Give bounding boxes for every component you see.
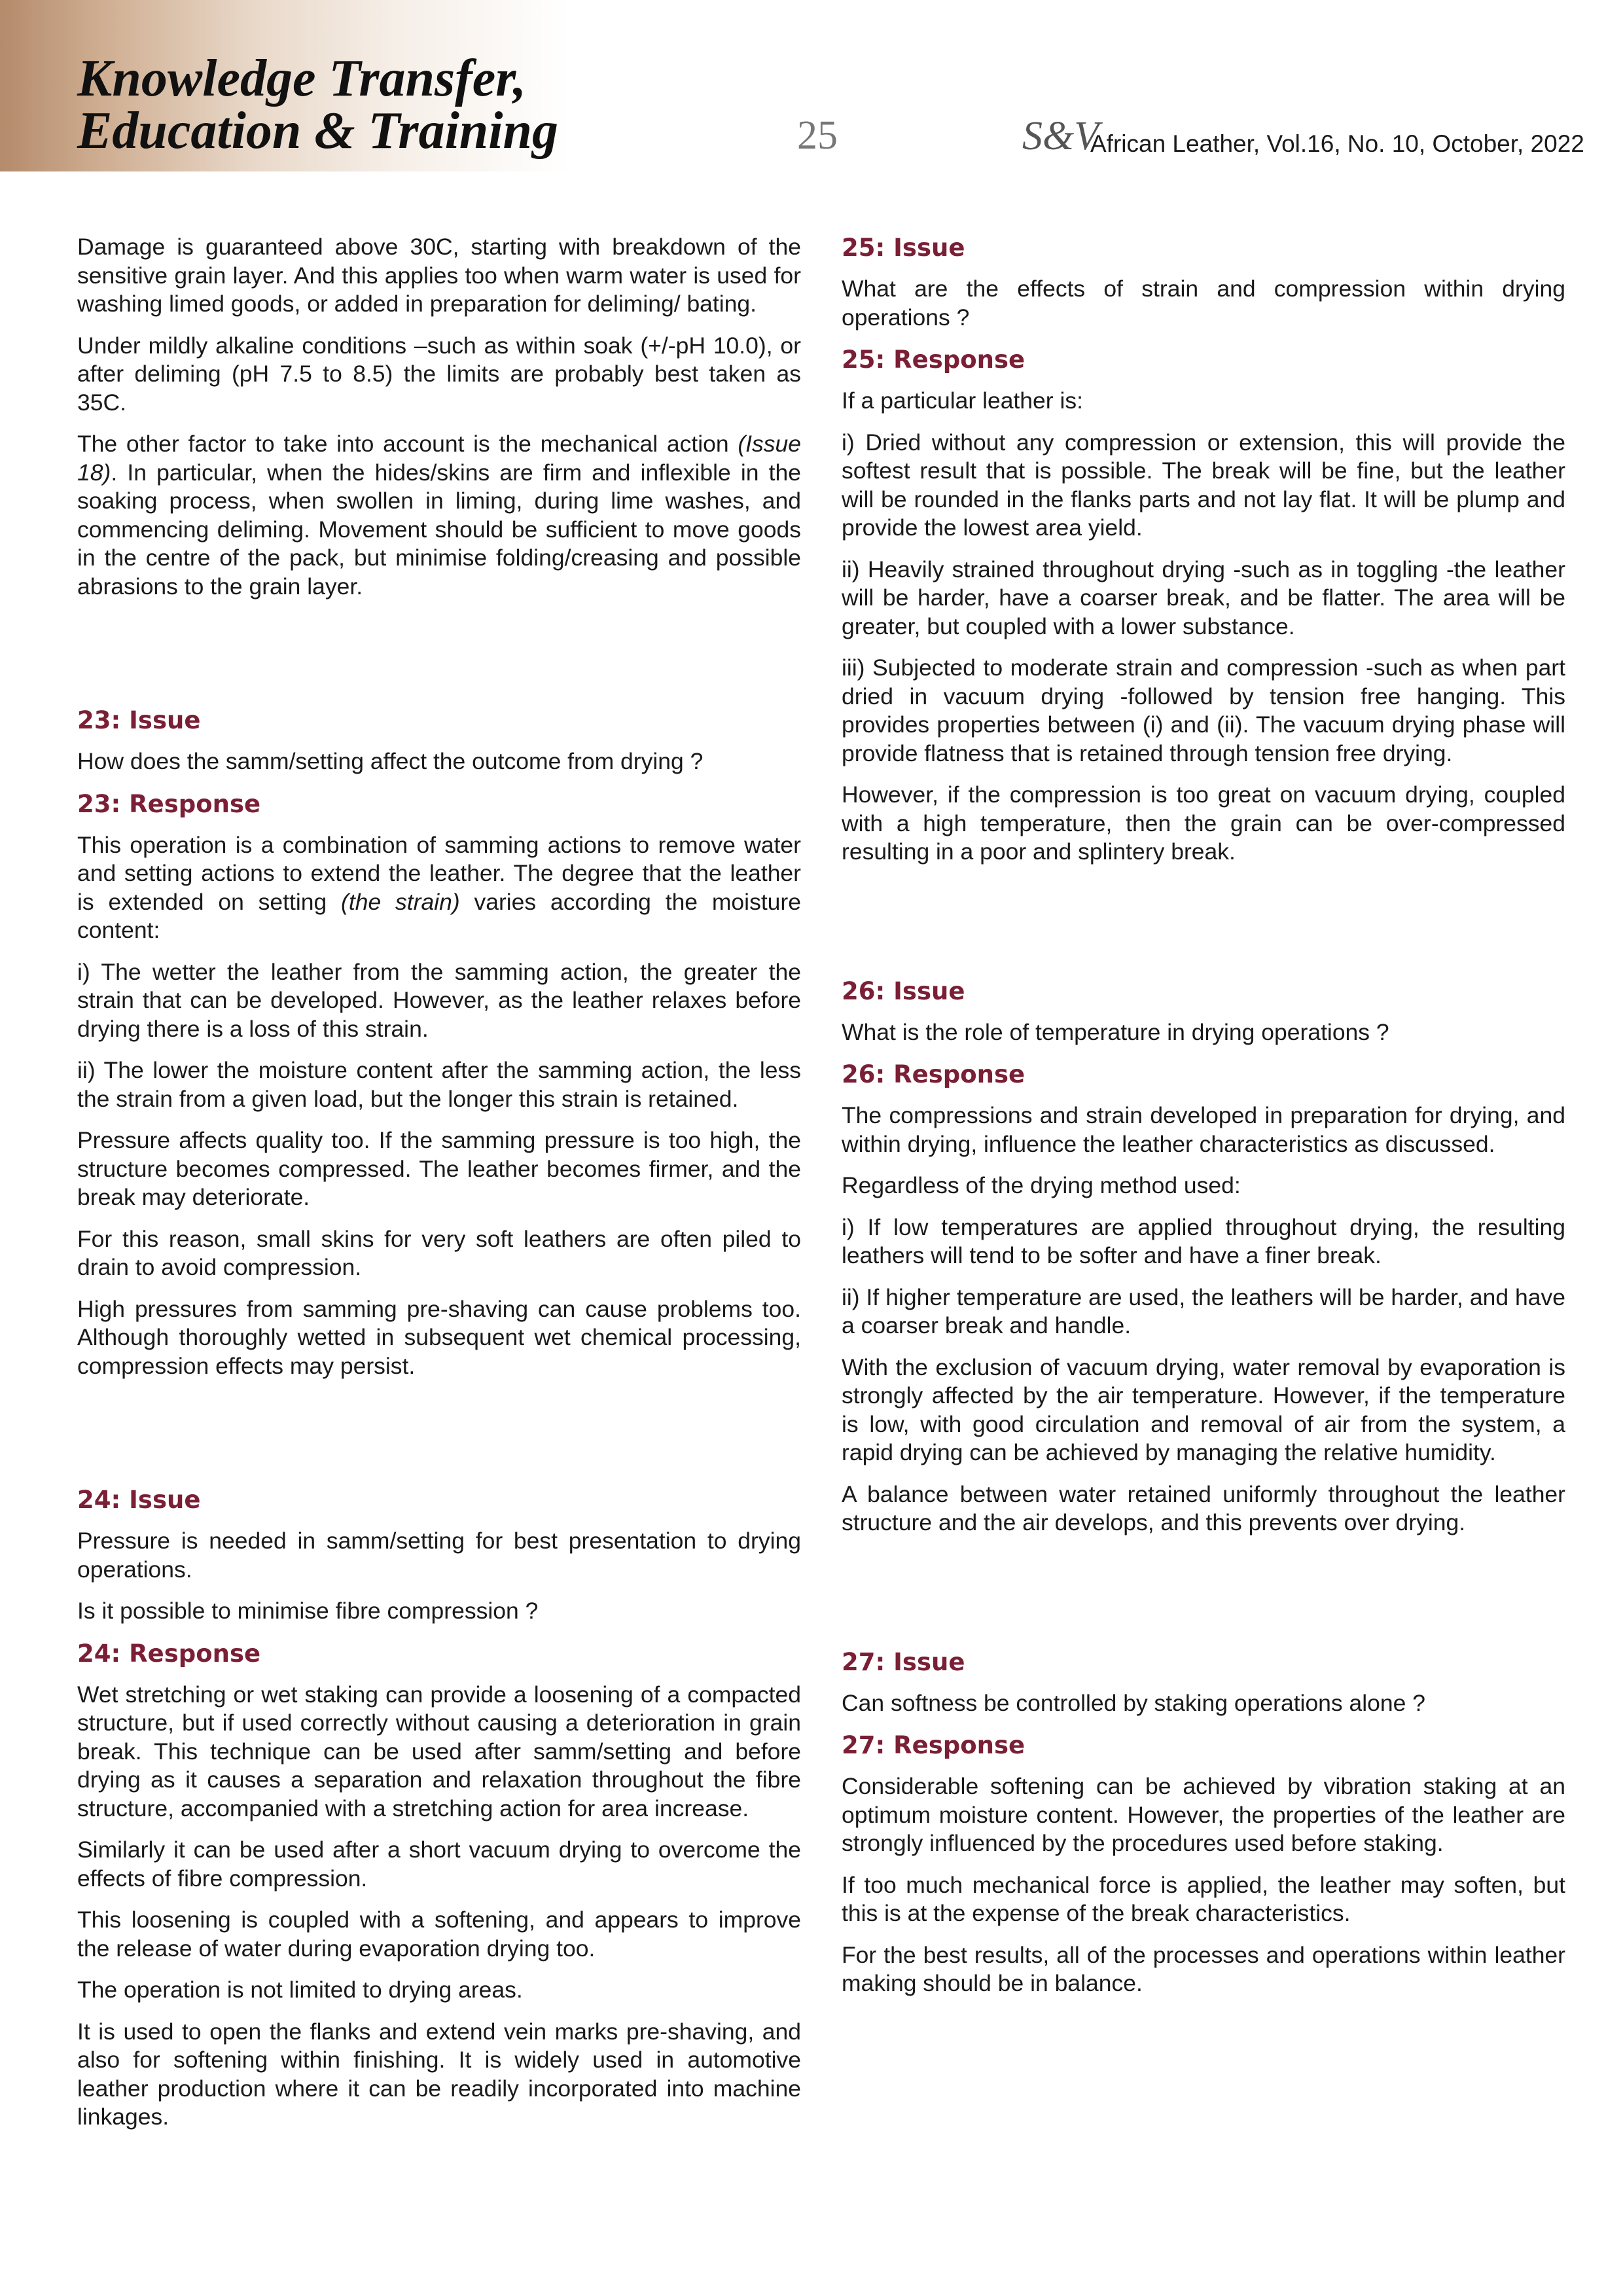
response-25-paragraph: If a particular leather is: — [842, 387, 1083, 414]
issue-23-heading: 23: Issue — [77, 706, 201, 734]
issue-24-text-2: Is it possible to minimise fibre compression ? — [77, 1598, 539, 1624]
response-25-heading: 25: Response — [842, 346, 1026, 374]
response-24-paragraph: The operation is not limited to drying areas. — [77, 1977, 523, 2003]
response-23-paragraph: High pressures from samming pre-shaving can cause problems too. Although thoroughly wetted in subsequent wet chemical processing, compression effects may persist. — [77, 1295, 801, 1379]
response-23-paragraph: For this reason, small skins for very soft leathers are often piled to drain to avoid compression. — [77, 1225, 801, 1280]
issue-26-heading: 26: Issue — [842, 977, 965, 1005]
response-23-paragraph: i) The wetter the leather from the samming action, the greater the strain that can be developed. However, as the leather relaxes before drying there is a loss of this strain. — [77, 958, 801, 1042]
issue-24-text-1: Pressure is needed in samm/setting for best presentation to drying operations. — [77, 1528, 801, 1583]
right-column — [842, 233, 1565, 2011]
response-26-paragraph: With the exclusion of vacuum drying, water removal by evaporation is strongly affected by the air temperature. However, if the temperature is low, with good circulation and removal of air from the system, a rapid drying can be achieved by managing the relative humidity. — [842, 1354, 1565, 1465]
response-23-paragraph: ii) The lower the moisture content after the samming action, the less the strain from a given load, but the longer this strain is retained. — [77, 1057, 801, 1112]
issue-25-text: What are the effects of strain and compression within drying operations ? — [842, 276, 1565, 331]
response-25-paragraph: iii) Subjected to moderate strain and compression -such as when part dried in vacuum drying -followed by tension free hanging. This provides properties between (i) and (ii). The vacuum drying phase will provide flatness that is retained through tension free drying. — [842, 655, 1565, 766]
response-27-paragraph: For the best results, all of the processes and operations within leather making should be in balance. — [842, 1941, 1565, 1996]
section-title-line-2: Education & Training — [77, 102, 558, 160]
response-27-paragraph: If too much mechanical force is applied, the leather may soften, but this is at the expense of the break characteristics. — [842, 1871, 1565, 1926]
left-column — [77, 233, 801, 2145]
response-26-paragraph: Regardless of the drying method used: — [842, 1172, 1241, 1198]
response-26-paragraph: A balance between water retained uniformly throughout the leather structure and the air develops, and this prevents over drying. — [842, 1480, 1565, 1535]
intro-paragraph-3: The other factor to take into account is the mechanical action (Issue 18). In particular, when the hides/skins are firm and inflexible in the soaking process, when swollen in liming, during lime washes, and commencing deliming. Movement should be sufficient to move goods in the centre of the pack, but minimise folding/creasing and possible abrasions to the grain layer. — [77, 431, 801, 600]
section-title — [77, 50, 558, 160]
response-25-paragraph: However, if the compression is too great on vacuum drying, coupled with a high temperature, then the grain can be over-compressed resulting in a poor and splintery break. — [842, 781, 1565, 865]
response-27-heading: 27: Response — [842, 1731, 1026, 1759]
journal-logo — [1021, 111, 1099, 164]
intro-paragraph-1: Damage is guaranteed above 30C, starting with breakdown of the sensitive grain layer. And this applies too when warm water is used for washing limed goods, or added in preparation for deliming/ bating. — [77, 234, 801, 317]
response-27-paragraph: Considerable softening can be achieved by vibration staking at an optimum moisture content. However, the properties of the leather are strongly influenced by the procedures used before staking. — [842, 1773, 1565, 1856]
journal-masthead — [1021, 110, 1584, 164]
response-23-paragraph: Pressure affects quality too. If the samming pressure is too high, the structure becomes compressed. The leather becomes firmer, and the break may deteriorate. — [77, 1127, 801, 1210]
issue-27-text: Can softness be controlled by staking operations alone ? — [842, 1689, 1426, 1716]
response-23-paragraph: This operation is a combination of samming actions to remove water and setting actions to extend the leather. The degree that the leather is extended on setting (the strain) varies according the moisture content: — [77, 831, 801, 943]
response-26-heading: 26: Response — [842, 1060, 1026, 1088]
intro-paragraph-2: Under mildly alkaline conditions –such as within soak (+/-pH 10.0), or after deliming (pH 7.5 to 8.5) the limits are probably best taken as 35C. — [77, 332, 801, 416]
response-26-paragraph: The compressions and strain developed in preparation for drying, and within drying, influence the leather characteristics as discussed. — [842, 1102, 1565, 1157]
response-24-paragraph: It is used to open the flanks and extend vein marks pre-shaving, and also for softening within finishing. It is widely used in automotive leather production where it can be readily incorporated into machine linkages. — [77, 2018, 801, 2130]
journal-logo-text: S&V — [1022, 114, 1099, 158]
response-23-heading: 23: Response — [77, 789, 261, 818]
response-26-paragraph: ii) If higher temperature are used, the leathers will be harder, and have a coarser break and handle. — [842, 1283, 1565, 1338]
response-25-paragraph: i) Dried without any compression or extension, this will provide the softest result that is possible. The break will be fine, but the leather will be rounded in the flanks parts and not lay flat. It will be plump and provide the lowest area yield. — [842, 429, 1565, 541]
spacer — [842, 1551, 1565, 1647]
issue-26-text: What is the role of temperature in drying operations ? — [842, 1018, 1389, 1045]
response-24-heading: 24: Response — [77, 1639, 261, 1668]
spacer — [842, 880, 1565, 977]
issue-27-heading: 27: Issue — [842, 1647, 965, 1676]
issue-25-heading: 25: Issue — [842, 234, 965, 262]
response-24-paragraph: Wet stretching or wet staking can provide a loosening of a compacted structure, but if used correctly without causing a deterioration in grain break. This technique can be used after samm/setting and before drying as it causes a separation and relaxation throughout the fibre structure, accompanied with a stretching action for area increase. — [77, 1681, 801, 1821]
response-25-paragraph: ii) Heavily strained throughout drying -such as in toggling -the leather will be harder, have a coarser break, and be flatter. The area will be greater, but coupled with a lower substance. — [842, 556, 1565, 639]
issue-23-text: How does the samm/setting affect the outcome from drying ? — [77, 748, 704, 774]
spacer — [77, 614, 801, 706]
section-title-line-1: Knowledge Transfer, — [77, 50, 526, 107]
response-24-paragraph: This loosening is coupled with a softening, and appears to improve the release of water during evaporation drying too. — [77, 1907, 801, 1962]
issue-24-heading: 24: Issue — [77, 1486, 201, 1514]
response-26-paragraph: i) If low temperatures are applied throughout drying, the resulting leathers will tend to be softer and have a finer break. — [842, 1213, 1565, 1268]
response-24-paragraph: Similarly it can be used after a short vacuum drying to overcome the effects of fibre compression. — [77, 1837, 801, 1892]
spacer — [77, 1393, 801, 1485]
page-number: 25 — [797, 113, 838, 158]
journal-title: African Leather, Vol.16, No. 10, October, 2022 — [1090, 130, 1584, 157]
